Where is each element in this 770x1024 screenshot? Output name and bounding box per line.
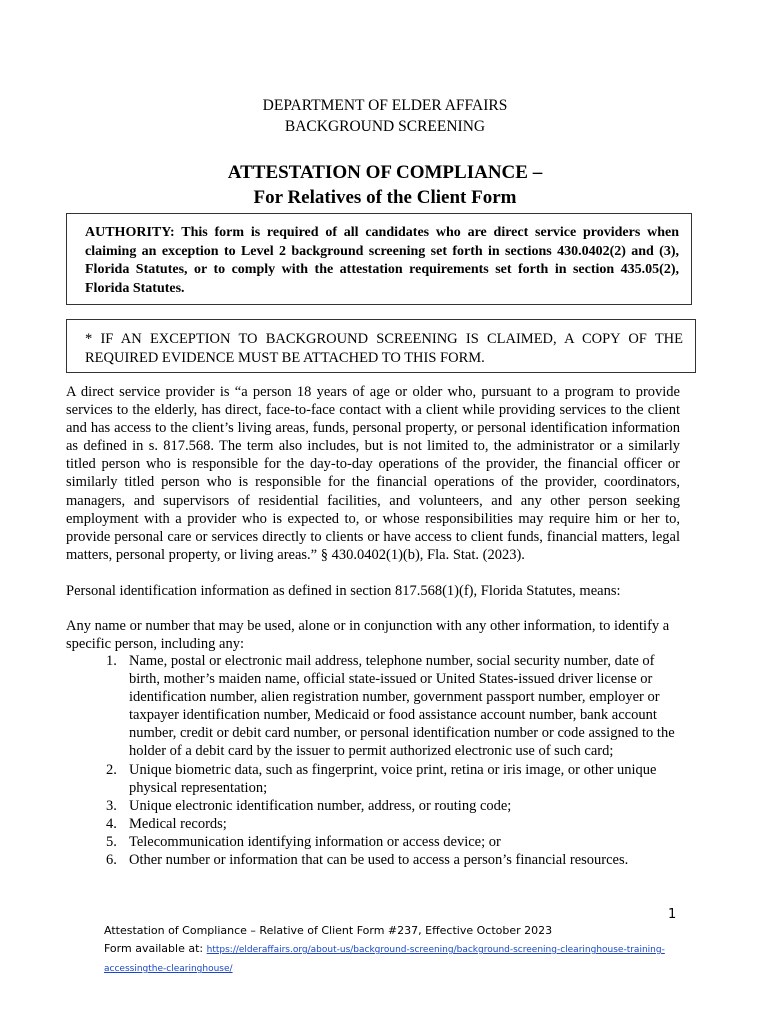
footer-availability: [104, 940, 694, 978]
pii-lead: Any name or number that may be used, alone or in conjunction with any other information, to identify a specific person, including any:: [66, 618, 670, 653]
list-item: [106, 652, 686, 761]
pii-list: [106, 652, 686, 869]
list-item-number: 3.: [106, 797, 117, 814]
exception-notice-text: * IF AN EXCEPTION TO BACKGROUND SCREENING IS CLAIMED, A COPY OF THE REQUIRED EVIDENCE MUST BE ATTACHED TO THIS FORM.: [85, 331, 683, 366]
list-item-number: 5.: [106, 833, 117, 850]
list-item-text: Medical records;: [129, 815, 227, 832]
unit-name: BACKGROUND SCREENING: [284, 118, 486, 135]
list-item-text: Unique electronic identification number, address, or routing code;: [129, 797, 512, 814]
exception-notice-box: [66, 319, 696, 373]
page-number: 1: [668, 907, 677, 922]
list-item: [106, 761, 686, 797]
department-name: DEPARTMENT OF ELDER AFFAIRS: [262, 97, 508, 114]
page-footer: [104, 922, 694, 978]
authority-box: [66, 213, 692, 305]
list-item-number: 6.: [106, 852, 117, 869]
list-item-number: 2.: [106, 761, 117, 778]
form-title-line1: ATTESTATION OF COMPLIANCE –: [227, 162, 543, 183]
authority-text: AUTHORITY: This form is required of all candidates who are direct service providers when claiming an exception to Level 2 background screening set forth in sections 430.0402(2) and (3), Florida Statutes, or to comply with the attestation requirements set forth in section 435.05(2), Florida Statutes.: [85, 225, 679, 296]
list-item-number: 4.: [106, 815, 117, 832]
list-item-text: Telecommunication identifying information or access device; or: [129, 833, 501, 850]
footer-available-label: Form available at:: [104, 942, 204, 955]
list-item: [106, 797, 686, 815]
footer-form-line: Attestation of Compliance – Relative of Client Form #237, Effective October 2023: [104, 924, 553, 937]
list-item: [106, 815, 686, 833]
list-item-text: Name, postal or electronic mail address, telephone number, social security number, date of birth, mother’s maiden name, official state-issued or United States-issued driver license or identification number, alien registration number, government passport number, employer or taxpayer identification number, Medicaid or food assistance account number, bank account number, credit or debit card number, or personal identification number or code assigned to the holder of a debit card by the issuer to permit authorized electronic use of such card;: [129, 653, 675, 760]
list-item-number: 1.: [106, 653, 117, 669]
list-item-text: Unique biometric data, such as fingerprint, voice print, retina or iris image, or other unique physical representation;: [129, 761, 657, 796]
pii-intro: Personal identification information as defined in section 817.568(1)(f), Florida Statutes, means:: [66, 583, 621, 599]
list-item: [106, 833, 686, 851]
direct-service-provider-definition: A direct service provider is “a person 18 years of age or older who, pursuant to a program to provide services to the elderly, has direct, face-to-face contact with a client while providing services to the client and has access to the client’s living areas, funds, personal property, or personal identification information as defined in s. 817.568. The term also includes, but is not limited to, the administrator or a similarly titled person who is responsible for the day-to-day operations of the provider, the financial officer or similarly titled person who is responsible for the financial operations of the provider, coordinators, managers, and supervisors of residential facilities, and volunteers, and any other person seeking employment with a provider who is expected to, or whose responsibilities may require him or her to, provide personal care or services directly to clients or have access to client funds, financial matters, legal matters, personal property, or living areas.” § 430.0402(1)(b), Fla. Stat. (2023).: [66, 384, 680, 563]
list-item: [106, 851, 686, 869]
form-url-link[interactable]: https://elderaffairs.org/about-us/background-screening/background-screening-clearinghouse-training-accessingthe-clearinghouse/: [104, 945, 665, 974]
department-heading: [0, 95, 770, 137]
form-title: [0, 160, 770, 210]
list-item-text: Other number or information that can be used to access a person’s financial resources.: [129, 852, 629, 869]
form-title-line2: For Relatives of the Client Form: [253, 187, 517, 208]
